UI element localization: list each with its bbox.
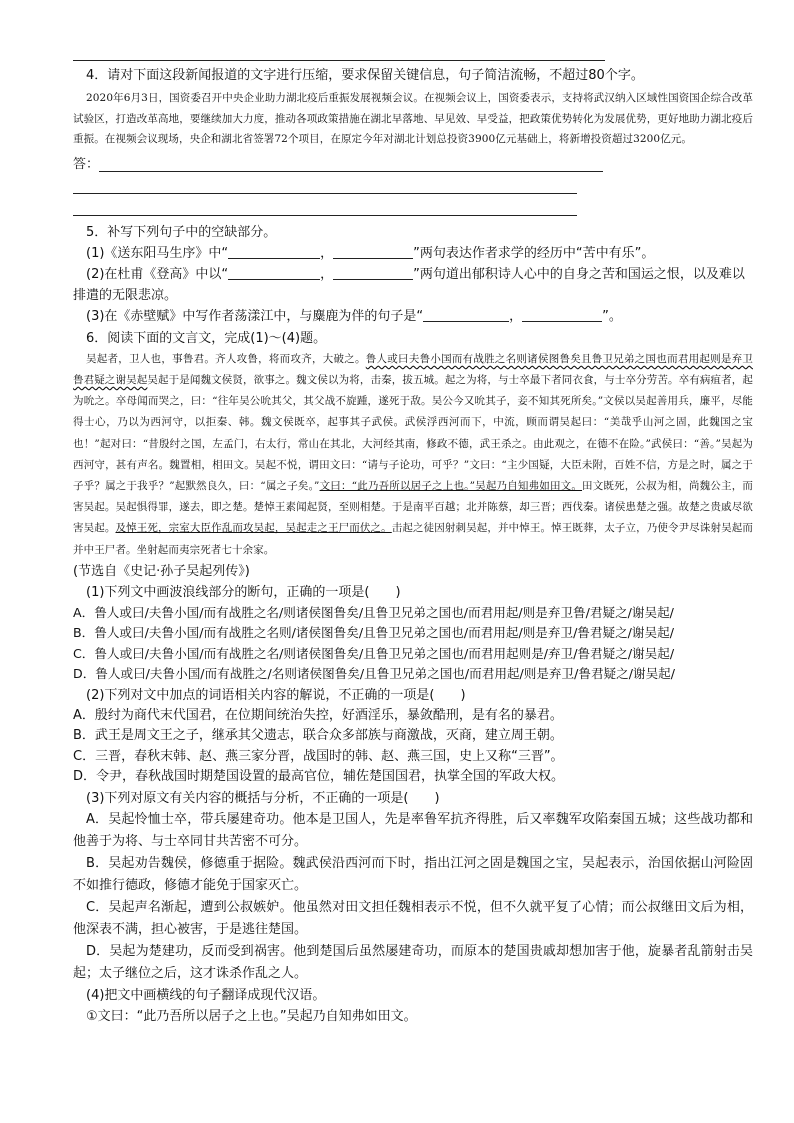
q6-passage-underline-1: 文曰：“此乃吾所以居子之上也。”吴起乃自知弗如田文。 (319, 480, 583, 492)
exam-page (73, 52, 753, 1027)
q6-sub1-option-b[interactable]: B．鲁人或曰/夫鲁小国/而有战胜之名则/诸侯图鲁矣/且鲁卫兄弟之国也/而君用起/则是弃卫/鲁君疑之/谢吴起/ (73, 625, 674, 641)
q5-item3-a: (3)在《赤壁赋》中写作者荡漾江中，与麋鹿为伴的句子是“ (86, 308, 424, 324)
q6-sub3-option-a[interactable]: A．吴起怜恤士卒，带兵屡建奇功。他本是卫国人，先是率鲁军抗齐得胜，后又率魏军攻陷秦国五城；这些战功都和他善于为将、与士卒同甘共苦密不可分。 (73, 811, 753, 849)
q6-title: 6．阅读下面的文言文，完成(1)～(4)题。 (86, 330, 327, 346)
q6-passage-part-3: 田文既死，公叔为相，尚魏公主，而害吴起。吴起惧得罪，遂去，即之楚。楚悼王素闻起贤，至则相楚。于是南平百越；北并陈蔡，却三晋；西伐秦。诸侯患楚之强。故楚之贵戚尽欲害吴起。 (73, 480, 753, 535)
q5-blank-1b[interactable] (333, 245, 413, 259)
q5-item-2 (73, 264, 753, 306)
q6-sub2-option-a[interactable]: A．殷纣为商代末代国君，在位期间统治失控，好酒淫乐，暴敛酷刑，是有名的暴君。 (73, 707, 563, 723)
q5-item2-c: ”两句道出郁积诗人心中的自身之苦和国运之恨，以及难以排遣的无限悲凉。 (73, 266, 745, 303)
q6-passage-wave: 鲁人或曰夫鲁小国而有战胜之名则诸侯图鲁矣且鲁卫兄弟之国也而君用起则是弃卫鲁君疑之谢吴起 (73, 352, 753, 386)
q6-sub1-stem: (1)下列文中画波浪线部分的断句，正确的一项是( ) (86, 584, 401, 600)
q6-passage-part-2: 吴起于是闻魏文侯贤，欲事之。魏文侯以为将，击秦，拔五城。起之为将，与士卒最下者同衣食，与士卒分劳苦。卒有病疽者，起为吮之。卒母闻而哭之，曰：“往年吴公吮其父，其父战不旋踵，遂死于敌。吴公今又吮其子，妾不知其死所矣。”文侯以吴起善用兵，廉平，尽能得士心，乃以为西河守，以拒秦、韩。魏文侯既卒，起事其子武侯。武侯浮西河而下，中流，顾而谓吴起曰：“美哉乎山河之固，此魏国之宝也！”起对曰：“昔殷纣之国，左孟门，右太行，常山在其北，大河经其南，修政不德，武王杀之。由此观之，在德不在险。”武侯曰：“善。”吴起为西河守，甚有声名。魏置相，相田文。吴起不悦，谓田文曰：“请与子论功，可乎？”文曰：“主少国疑，大臣未附，百姓不信，方是之时，属之于子乎？属之于我乎？”起默然良久，曰：“属之子矣。” (73, 373, 754, 492)
q5-item3-b: ， (509, 308, 523, 324)
q6-sub1-option-d[interactable]: D．鲁人或曰/夫鲁小国/而有战胜之/名则诸侯图鲁矣/且鲁卫兄弟之国也/而君用起/则是弃卫/鲁君疑之/谢吴起/ (73, 666, 676, 682)
q4-title: 4．请对下面这段新闻报道的文字进行压缩，要求保留关键信息，句子简洁流畅，不超过80个字。 (86, 68, 644, 83)
q4-answer-line-1[interactable] (99, 158, 603, 172)
q6-sub2-stem: (2)下列对文中加点的词语相关内容的解说，不正确的一项是( ) (86, 687, 466, 703)
q5-blank-3b[interactable] (522, 308, 602, 322)
q5-item2-a: (2)在杜甫《登高》中以“ (86, 266, 229, 282)
q6-sub3-option-c[interactable]: C．吴起声名渐起，遭到公叔嫉妒。他虽然对田文担任魏相表示不悦，但不久就平复了心情；而公叔继田文后为相，他深表不满，担心被害，于是逃往楚国。 (73, 899, 753, 937)
q5-item1-b: ， (320, 245, 334, 261)
q6-passage (73, 349, 753, 561)
q5-item1-c: ”两句表达作者求学的经历中“苦中有乐”。 (413, 245, 655, 261)
q6-sub1-option-a[interactable]: A．鲁人或曰/夫鲁小国/而有战胜之名/则诸侯图鲁矣/且鲁卫兄弟之国也/而君用起/则是弃卫鲁/君疑之/谢吴起/ (73, 604, 674, 620)
q4-answer-row-2[interactable] (73, 172, 753, 194)
q5-blank-3a[interactable] (423, 308, 509, 322)
q6-sub2-option-d[interactable]: D．令尹，春秋战国时期楚国设置的最高官位，辅佐楚国国君，执掌全国的军政大权。 (73, 769, 565, 785)
q4-answer-label: 答： (73, 156, 100, 172)
q4-answer-row-1[interactable] (73, 150, 753, 172)
q6-passage-part-4: 击起之徒因射刺吴起，并中悼王。悼王既葬，太子立，乃使令尹尽诛射吴起而并中王尸者。坐射起而夷宗死者七十余家。 (73, 522, 753, 556)
q5-blank-1a[interactable] (228, 245, 320, 259)
q6-sub4-item-1: ①文曰：“此乃吾所以居子之上也。”吴起乃自知弗如田文。 (86, 1008, 417, 1024)
q4-answer-row-3[interactable] (73, 194, 753, 216)
q6-sub2-options (73, 706, 753, 788)
q6-passage-part-1: 吴起者，卫人也，事鲁君。齐人攻鲁，将而攻齐，大破之。 (86, 352, 366, 365)
q6-passage-underline-2: 及悼王死，宗室大臣作乱而攻吴起，吴起走之王尸而伏之。 (115, 522, 392, 535)
q6-sub3-stem: (3)下列对原文有关内容的概括与分析，不正确的一项是( ) (86, 790, 440, 806)
q6-sub2-option-b[interactable]: B．武王是周文王之子，继承其父遗志，联合众多部族与商激战，灭商，建立周王朝。 (73, 728, 563, 744)
q5-item-1 (73, 243, 753, 264)
q6-sub1-options (73, 603, 753, 685)
q4-answer-line-3[interactable] (73, 202, 577, 216)
q6-source: (节选自《史记·孙子吴起列传》) (73, 563, 250, 579)
q5-blank-2a[interactable] (228, 266, 320, 280)
q5-item2-b: ， (320, 266, 334, 282)
q5-item-3 (73, 306, 753, 327)
q6-sub2-option-c[interactable]: C．三晋，春秋末韩、赵、燕三家分晋，战国时的韩、赵、燕三国，史上又称“三晋”。 (73, 748, 564, 764)
q4-answer-line-2[interactable] (73, 180, 577, 194)
q6-sub3-option-b[interactable]: B．吴起劝告魏侯，修德重于据险。魏武侯沿西河而下时，指出江河之固是魏国之宝，吴起表示，治国依据山河险固不如推行德政，修德才能免于国家灭亡。 (73, 855, 753, 893)
q6-sub3-options (73, 809, 753, 985)
q5-blank-2b[interactable] (333, 266, 413, 280)
q6-sub4-stem: (4)把文中画横线的句子翻译成现代汉语。 (86, 987, 326, 1003)
q6-sub3-option-d[interactable]: D．吴起为楚建功，反而受到祸害。他到楚国后虽然屡建奇功，而原本的楚国贵戚却想加害于他，旋暴者乱箭射击吴起；太子继位之后，这才诛杀作乱之人。 (73, 943, 753, 981)
q4-passage: 2020年6月3日，国资委召开中央企业助力湖北疫后重振发展视频会议。在视频会议上，国资委表示，支持将武汉纳入区域性国资国企综合改革试验区，打造改革高地，要继续加大力度，推动各项政策措施在湖北早落地、早见效、早受益，把政策优势转化为发展优势，更好地助力湖北疫后重振。在视频会议现场，央企和湖北省签署72个项目，在原定今年对湖北计划总投资3900亿元基础上，将新增投资超过3200亿元。 (73, 92, 753, 146)
q5-title: 5．补写下列句子中的空缺部分。 (86, 224, 277, 240)
q5-item3-c: ”。 (602, 308, 622, 324)
q6-sub1-option-c[interactable]: C．鲁人或曰/夫鲁小国/而有战胜之名/则诸侯图鲁矣/且鲁卫兄弟之国也/而君用起则是/弃卫/鲁君疑之/谢吴起/ (73, 645, 675, 661)
q5-item1-a: (1)《送东阳马生序》中“ (86, 245, 229, 261)
